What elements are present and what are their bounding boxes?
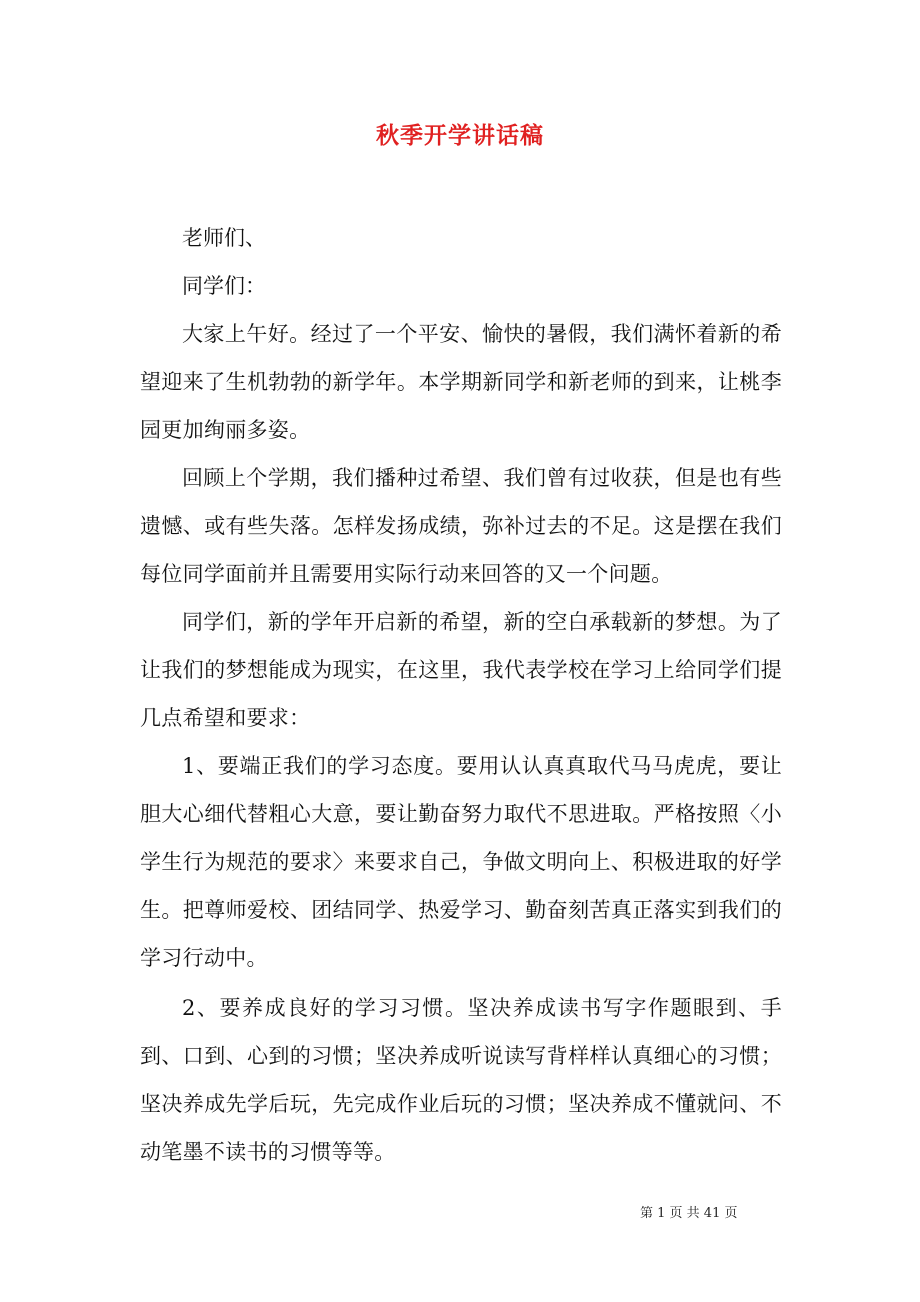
greeting-students: 同学们： [182,274,266,298]
paragraph-point-1: 1、要端正我们的学习态度。要用认认真真取代马马虎虎，要让胆大心细代替粗心大意，要让勤奋努力取代不思进取。严格按照〈小学生行为规范的要求〉来要求自己，争做文明向上、积极进取的好学生。把尊师爱校、团结同学、热爱学习、勤奋刻苦真正落实到我们的学习行动中。 [140,754,782,970]
page-number: 第 1 页 共 41 页 [640,1206,738,1221]
greeting-teachers: 老师们、 [182,226,266,250]
paragraph-hopes: 同学们，新的学年开启新的希望，新的空白承载新的梦想。为了让我们的梦想能成为现实，在这里，我代表学校在学习上给同学们提几点希望和要求： [140,610,782,730]
paragraph-opening: 大家上午好。经过了一个平安、愉快的暑假，我们满怀着新的希望迎来了生机勃勃的新学年。本学期新同学和新老师的到来，让桃李园更加绚丽多姿。 [140,322,782,442]
page-title: 秋季开学讲话稿 [376,122,544,149]
paragraph-point-2: 2、要养成良好的学习习惯。坚决养成读书写字作题眼到、手到、口到、心到的习惯；坚决养成听说读写背样样认真细心的习惯；坚决养成先学后玩，先完成作业后玩的习惯；坚决养成不懂就问、不动笔墨不读书的习惯等等。 [140,996,782,1164]
document-body [140,214,782,1176]
paragraph-review: 回顾上个学期，我们播种过希望、我们曾有过收获，但是也有些遗憾、或有些失落。怎样发扬成绩，弥补过去的不足。这是摆在我们每位同学面前并且需要用实际行动来回答的又一个问题。 [140,466,782,586]
